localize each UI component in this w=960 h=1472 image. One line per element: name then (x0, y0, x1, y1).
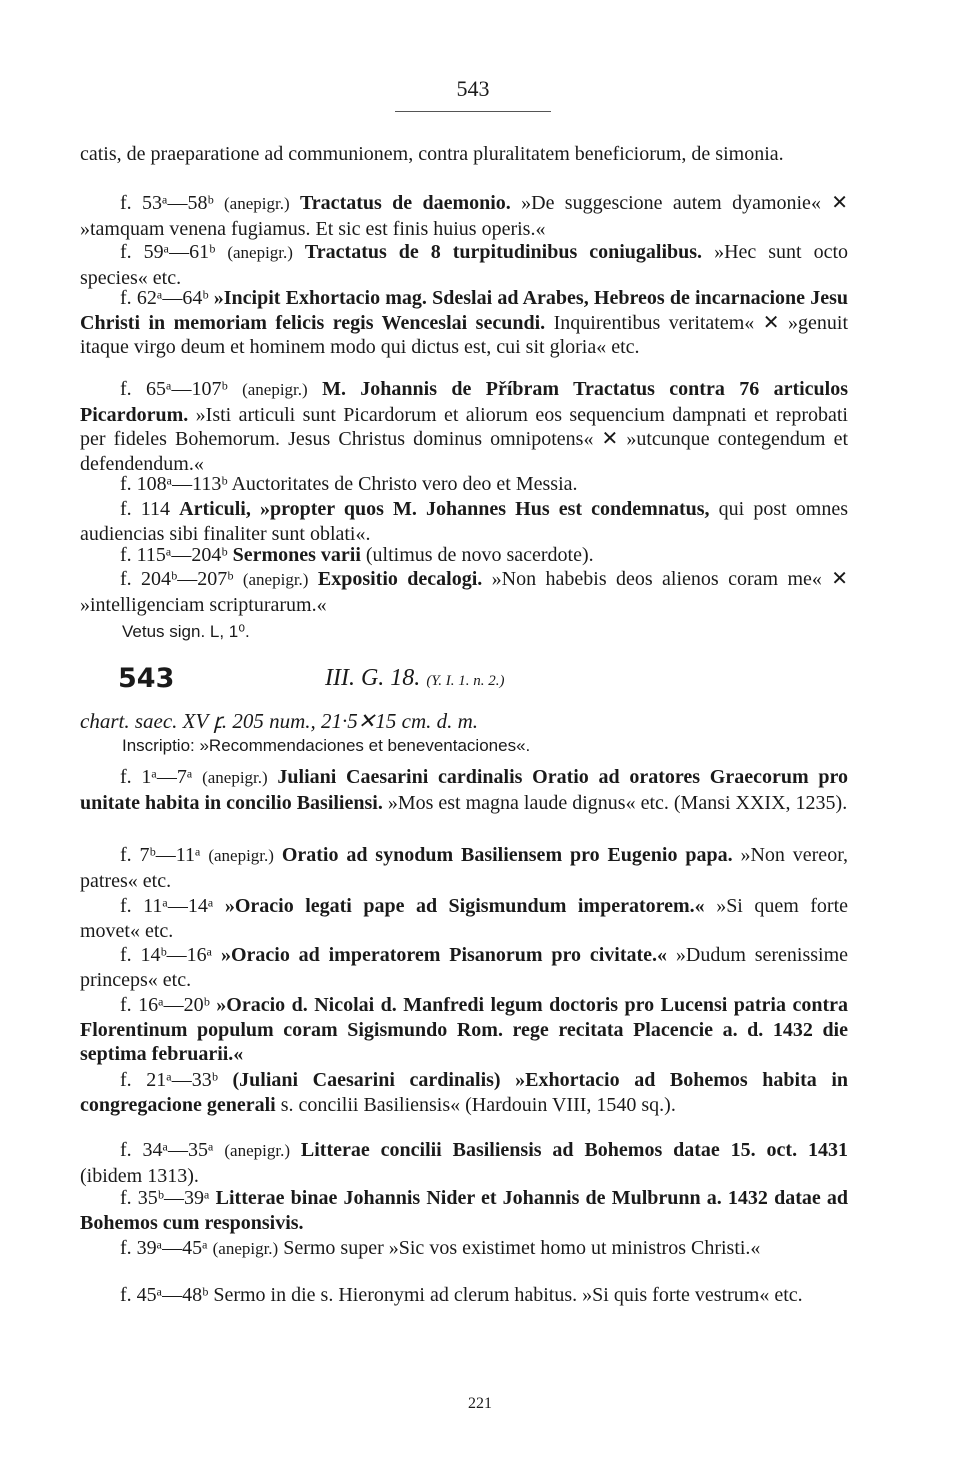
page-header-number: 543 (456, 76, 490, 101)
folio-ref: f. 114 (120, 498, 171, 520)
folio-ref: f. 1ᵃ—7ᵃ (120, 766, 193, 788)
entry-signature (325, 665, 505, 692)
title-bold: M. Johannis de Příbram Tractatus contra 76 articulos Picardorum. (80, 378, 849, 426)
entry-paragraph (80, 567, 848, 617)
item-paragraph (80, 1236, 848, 1262)
paragraph-continuation: catis, de praeparatione ad communionem, contra pluralitatem beneficiorum, de simonia. (80, 143, 784, 165)
folio-ref: f. 115ᵃ—204ᵇ (120, 544, 228, 566)
title-bold: Sermones varii (232, 544, 361, 566)
folio-ref: f. 62ᵃ—64ᵇ (120, 287, 209, 309)
entry-paragraph: f. 108ᵃ—113ᵇ Auctoritates de Christo vero deo et Messia. (120, 473, 578, 495)
anepigr-label: (anepigr.) (202, 768, 268, 787)
page-footer-number: 221 (468, 1395, 492, 1412)
anepigr-label: (anepigr.) (227, 243, 293, 262)
item-paragraph (80, 993, 848, 1067)
folio-ref: f. 21ᵃ—33ᵇ (120, 1069, 218, 1091)
incipit-text: qui post omnes audiencias sibi finaliter sunt oblati«. (80, 498, 849, 545)
folio-ref: f. 53ᵃ—58ᵇ (120, 192, 214, 214)
item-paragraph (80, 943, 848, 992)
anepigr-label: (anepigr.) (224, 194, 290, 213)
item-paragraph (80, 1186, 848, 1235)
old-shelfmark: (Y. I. 1. n. 2.) (426, 673, 505, 689)
folio-ref: f. 7ᵇ—11ᵃ (120, 844, 201, 866)
title-bold: Litterae binae Johannis Nider et Johannis de Mulbrunn a. 1432 datae ad Bohemos cum responsivis. (80, 1187, 849, 1234)
folio-ref: f. 65ᵃ—107ᵇ (120, 378, 228, 400)
title-bold: Tractatus de 8 turpitudinibus coniugalibus. (304, 241, 703, 263)
incipit-text: »Hec sunt octo species« etc. (80, 241, 849, 289)
title-bold: »Oracio legati pape ad Sigismundum imperatorem.« (224, 895, 705, 917)
anepigr-label: (anepigr.) (242, 570, 309, 589)
entry-paragraph (80, 191, 848, 241)
title-bold: Tractatus de daemonio. (299, 192, 511, 214)
incipit-text: »Non habebis deos alienos coram me« ✕ »intelligenciam scripturarum.« (80, 568, 849, 616)
incipit-text: »De suggescione autem dyamonie« ✕ »tamquam venena fugiamus. Et sic est finis huius operis.« (80, 192, 849, 240)
title-bold: Litterae concilii Basiliensis ad Bohemos datae 15. oct. 1431 (300, 1139, 848, 1161)
incipit-text: Sermo in die s. Hieronymi ad clerum habitus. »Si quis forte vestrum« etc. (213, 1284, 803, 1306)
title-bold: Expositio decalogi. (317, 568, 483, 590)
entry-paragraph (80, 497, 848, 546)
incipit-text: »Isti articuli sunt Picardorum et aliorum eos sequencium dampnati et reprobati per fideles Bohemorum. Jesus Christus dominus omnipotens« ✕ »utcunque contegendum et defendendum.« (80, 403, 848, 475)
entry-paragraph (80, 377, 848, 476)
title-bold: »Oracio ad imperatorem Pisanorum pro civitate.« (220, 944, 668, 966)
title-bold: Juliani Caesarini cardinalis Oratio ad oratores Graecorum pro unitate habita in concilio Basiliensi. (80, 766, 849, 814)
item-paragraph (80, 843, 848, 893)
incipit-text: s. concilii Basiliensis« (Hardouin VIII, 1540 sq.). (280, 1093, 676, 1116)
folio-ref: f. 35ᵇ—39ᵃ (120, 1187, 210, 1209)
folio-ref: f. 34ᵃ—35ᵃ (120, 1139, 214, 1161)
folio-ref: f. 11ᵃ—14ᵃ (120, 895, 214, 917)
folio-ref: f. 45ᵃ—48ᵇ (120, 1284, 209, 1306)
item-paragraph (80, 1068, 848, 1117)
incipit-text: Inquirentibus veritatem« ✕ »genuit itaque virgo deum et hominem modo qui dictus est, cui sit gloria« etc. (80, 311, 849, 359)
anepigr-label: (anepigr.) (212, 1239, 279, 1258)
entry-paragraph (80, 543, 848, 568)
header-rule (395, 111, 551, 112)
incipit-text: Sermo super »Sic vos existimet homo ut ministros Christi.« (283, 1237, 761, 1259)
entry-paragraph (80, 240, 848, 290)
old-signature-note: Vetus sign. L, 1⁰. (122, 622, 250, 641)
entry-number: 543 (118, 663, 175, 694)
anepigr-label: (anepigr.) (224, 1141, 290, 1160)
folio-ref: f. 204ᵇ—207ᵇ (120, 568, 234, 590)
anepigr-label: (anepigr.) (208, 846, 274, 865)
item-paragraph (80, 1283, 848, 1308)
title-bold: (Juliani Caesarini cardinalis) »Exhortacio ad Bohemos habita in congregacione generali (80, 1069, 849, 1116)
folio-ref: f. 16ᵃ—20ᵇ (120, 994, 210, 1016)
incipit-text: (ibidem 1313). (80, 1164, 199, 1187)
incipit-text: »Mos est magna laude dignus« etc. (Mansi XXIX, 1235). (387, 791, 848, 814)
inscription-line: Inscriptio: »Recommendaciones et beneventaciones«. (122, 736, 531, 755)
folio-ref: f. 59ᵃ—61ᵇ (120, 241, 216, 263)
title-bold: Oratio ad synodum Basiliensem pro Eugenio papa. (281, 844, 733, 866)
title-bold: Articuli, »propter quos M. Johannes Hus est condemnatus, (179, 498, 710, 520)
incipit-text: (ultimus de novo sacerdote). (365, 544, 594, 566)
folio-ref: f. 39ᵃ—45ᵃ (120, 1237, 208, 1259)
incipit-text: »Dudum serenissime princeps« etc. (80, 944, 849, 991)
item-paragraph (80, 1138, 848, 1188)
item-paragraph (80, 765, 848, 815)
codex-description: chart. saec. XV ꝼ. 205 num., 21·5✕15 cm. d. m. (80, 709, 479, 733)
anepigr-label: (anepigr.) (242, 380, 308, 399)
title-bold: »Oracio d. Nicolai d. Manfredi legum doctoris pro Lucensi patria contra Florentinum populum coram Sigismundo Rom. rege recitata Placencie a. d. 1432 die septima februarii.« (80, 994, 848, 1066)
folio-ref: f. 14ᵇ—16ᵃ (120, 944, 213, 966)
title-bold: »Incipit Exhortacio mag. Sdeslai ad Arabes, Hebreos de incarnacione Jesu Christi in memoriam felicis regis Wenceslai secundi. (80, 287, 849, 334)
shelfmark: III. G. 18. (325, 665, 421, 691)
incipit-text: »Si quem forte movet« etc. (80, 895, 849, 942)
entry-paragraph (80, 286, 848, 360)
incipit-text: »Non vereor, patres« etc. (80, 844, 849, 892)
item-paragraph (80, 894, 848, 943)
